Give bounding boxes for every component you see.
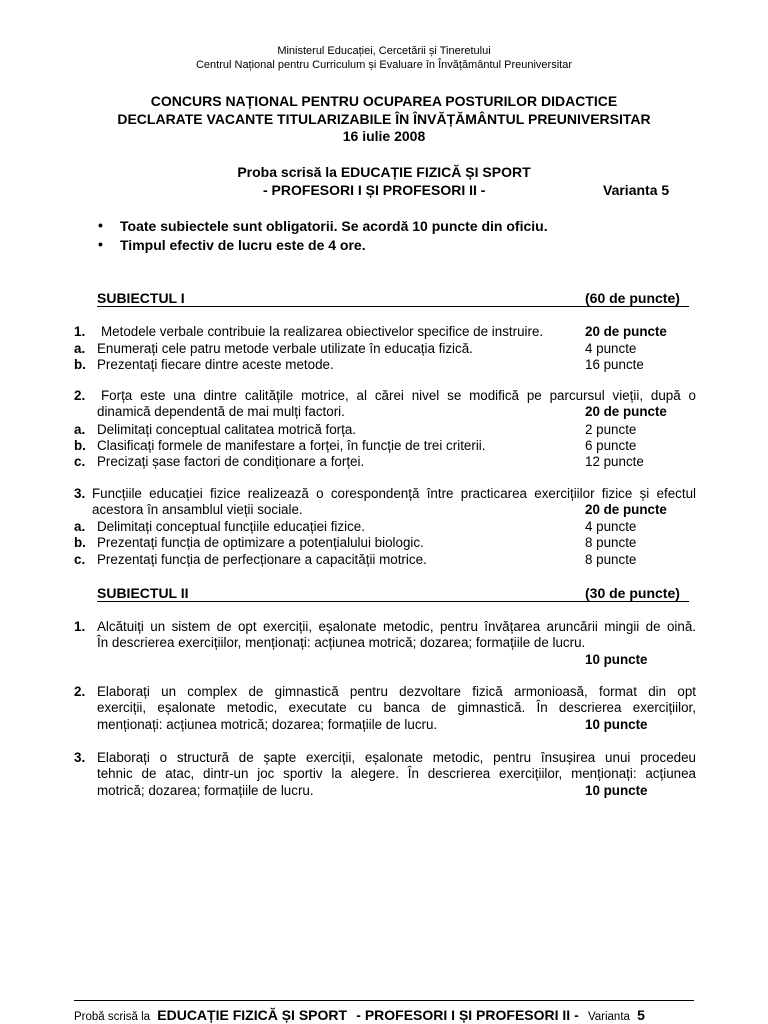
instruction-1: Toate subiectele sunt obligatorii. Se acordă 10 puncte din oficiu. — [120, 218, 548, 234]
question-text: Elaborați un complex de gimnastică pentru dezvoltare fizică armonioasă, format din opt — [97, 684, 696, 699]
item-points: 8 puncte — [585, 552, 637, 567]
question-text-cont: acestora în ansamblul vieții sociale. — [92, 502, 303, 517]
item-text: Clasificați formele de manifestare a forței, în funcție de trei criterii. — [97, 438, 486, 453]
instruction-2: Timpul efectiv de lucru este de 4 ore. — [120, 237, 366, 253]
question-text: Forța este una dintre calitățile motrice, al cărei nivel se modifică pe parcursul vieții, după o — [101, 388, 696, 403]
question-text: Elaborați o structură de șapte exerciții, eșalonate metodic, pentru însușirea unui procedeu — [97, 750, 696, 765]
question-number: 1. — [74, 619, 86, 634]
footer-subject: EDUCAȚIE FIZICĂ ȘI SPORT — [157, 1007, 348, 1023]
question-text-cont: dinamică dependentă de mai mulți factori. — [97, 404, 345, 419]
question-text-cont: tehnic de atac, dintr-un joc sportiv la alegere. În descrierea exercițiilor, menționați: acțiunea — [97, 766, 696, 781]
question-number: 1. — [74, 324, 86, 339]
item-text: Precizați șase factori de condiționare a forței. — [97, 454, 365, 469]
footer-category: - PROFESORI I ȘI PROFESORI II - — [356, 1007, 579, 1023]
item-label: b. — [74, 438, 86, 453]
item-text: Prezentați funcția de optimizare a potențialului biologic. — [97, 535, 424, 550]
title-line-1: CONCURS NAȚIONAL PENTRU OCUPAREA POSTURILOR DIDACTICE — [150, 93, 618, 109]
question-number: 3. — [74, 750, 86, 765]
exam-variant: Varianta 5 — [603, 182, 670, 198]
bullet-icon: • — [98, 217, 103, 233]
exam-title: Proba scrisă la EDUCAȚIE FIZICĂ ȘI SPORT — [237, 164, 531, 180]
item-points: 8 puncte — [585, 535, 637, 550]
question-points: 20 de puncte — [585, 324, 667, 339]
item-points: 6 puncte — [585, 438, 637, 453]
subject-1-underline — [97, 306, 689, 307]
question-text-cont: exerciții, eșalonate metodic, executate cu banca de gimnastică. În descrierea exercițiilor, — [97, 700, 696, 715]
item-points: 4 puncte — [585, 341, 637, 356]
footer-variant-num: 5 — [637, 1007, 645, 1023]
subject-1-points: (60 de puncte) — [585, 290, 680, 306]
title-date: 16 iulie 2008 — [342, 128, 426, 144]
footer-variant-label: Varianta — [587, 1011, 630, 1023]
item-label: b. — [74, 535, 86, 550]
item-label: a. — [74, 341, 86, 356]
subject-2-points: (30 de puncte) — [585, 585, 680, 601]
footer — [74, 1007, 645, 1023]
question-text-cont: motrică; dozarea; formațiile de lucru. — [97, 783, 314, 798]
item-label: c. — [74, 454, 86, 469]
center-header: Centrul Național pentru Curriculum și Evaluare în Învățământul Preuniversitar — [195, 59, 572, 71]
question-points: 20 de puncte — [585, 502, 667, 517]
question-text: Metodele verbale contribuie la realizarea obiectivelor specifice de instruire. — [101, 324, 544, 339]
question-text-cont: menționați: acțiunea motrică; dozarea; formațiile de lucru. — [97, 717, 438, 732]
question-text: Funcțiile educației fizice realizează o corespondență între practicarea exercițiilor fizice și efectul — [92, 486, 696, 501]
footer-prefix: Probă scrisă la — [74, 1011, 151, 1023]
item-points: 4 puncte — [585, 519, 637, 534]
item-label: a. — [74, 519, 86, 534]
question-text-cont: În descrierea exercițiilor, menționați: acțiunea motrică; dozarea; formațiile de lucru. — [97, 635, 586, 650]
ministry-header: Ministerul Educației, Cercetării și Tineretului — [277, 45, 491, 57]
item-points: 12 puncte — [585, 454, 644, 469]
item-text: Prezentați funcția de perfecționare a capacității motrice. — [97, 552, 427, 567]
item-label: c. — [74, 552, 86, 567]
item-text: Delimitați conceptual calitatea motrică forța. — [97, 422, 356, 437]
bullet-icon: • — [98, 236, 103, 252]
subject-1-title: SUBIECTUL I — [97, 290, 185, 306]
question-text: Alcătuiți un sistem de opt exerciții, eșalonate metodic, pentru învățarea aruncării mingii de oină. — [97, 619, 696, 634]
question-number: 3. — [74, 486, 86, 501]
item-points: 16 puncte — [585, 357, 644, 372]
exam-category: - PROFESORI I ȘI PROFESORI II - — [263, 182, 486, 198]
footer-rule — [74, 1000, 694, 1001]
item-label: a. — [74, 422, 86, 437]
subject-2-underline — [97, 601, 689, 602]
item-text: Delimitați conceptual funcțiile educației fizice. — [97, 519, 365, 534]
question-points: 10 puncte — [585, 652, 648, 667]
question-points: 20 de puncte — [585, 404, 667, 419]
item-text: Enumerați cele patru metode verbale utilizate în educația fizică. — [97, 341, 473, 356]
item-label: b. — [74, 357, 86, 372]
question-number: 2. — [74, 388, 86, 403]
subject-2-title: SUBIECTUL II — [97, 585, 189, 601]
question-points: 10 puncte — [585, 717, 648, 732]
item-text: Prezentați fiecare dintre aceste metode. — [97, 357, 334, 372]
item-points: 2 puncte — [585, 422, 637, 437]
question-number: 2. — [74, 684, 86, 699]
title-line-2: DECLARATE VACANTE TITULARIZABILE ÎN ÎNVĂȚĂMÂNTUL PREUNIVERSITAR — [117, 111, 651, 127]
question-points: 10 puncte — [585, 783, 648, 798]
